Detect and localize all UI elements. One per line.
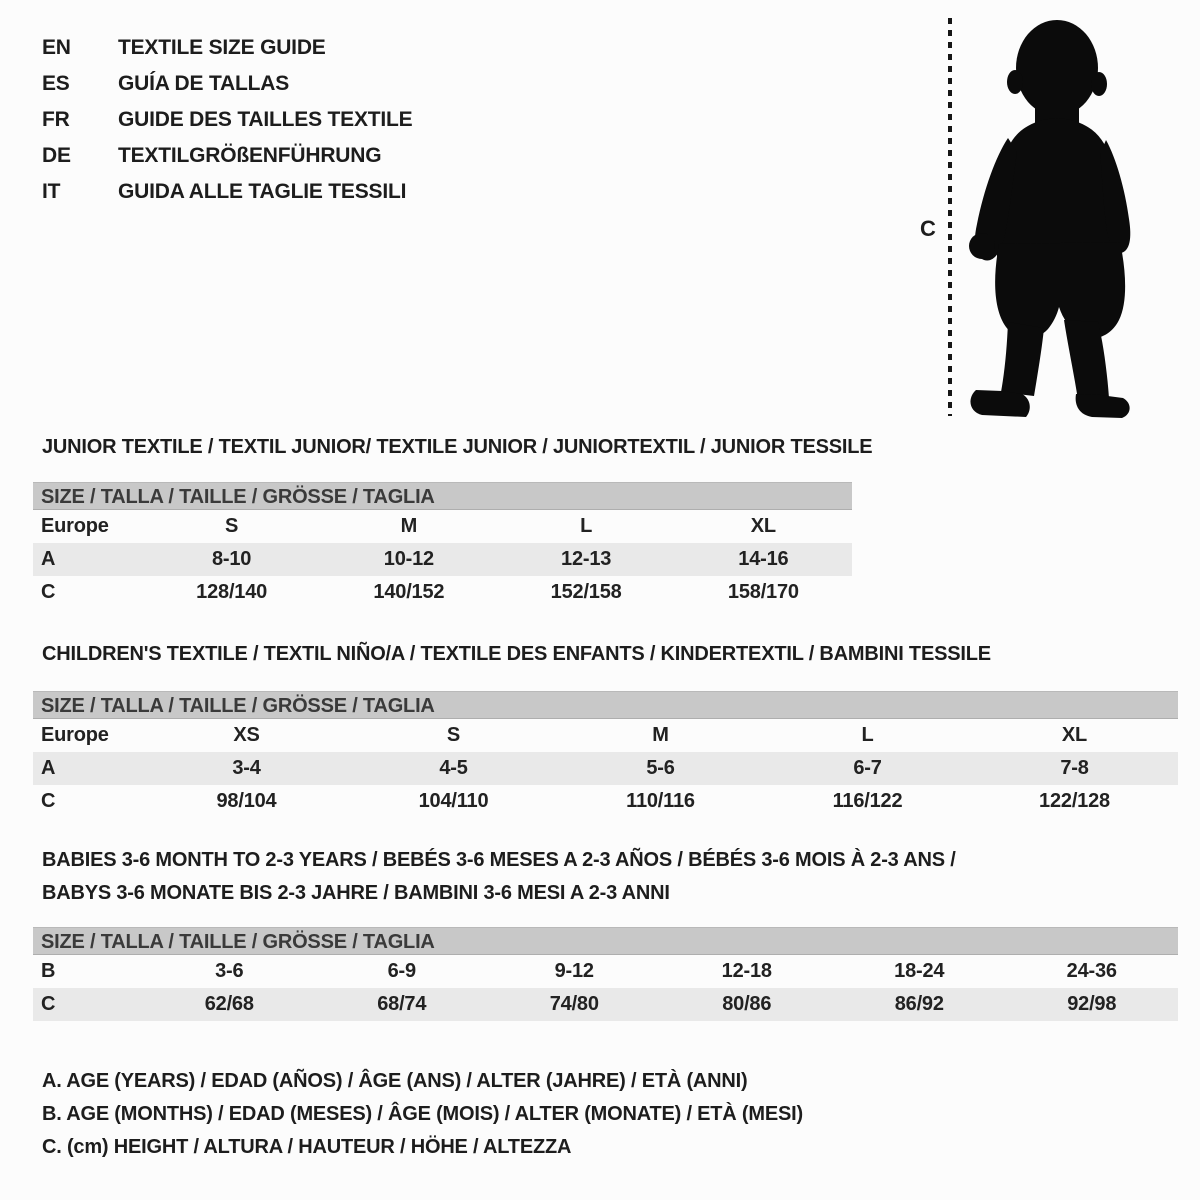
height-cell: 110/116 (626, 790, 695, 812)
toddler-silhouette-icon (962, 14, 1152, 424)
children-table-grid (33, 719, 1178, 818)
age-cell: 3-4 (143, 752, 350, 785)
table-row-age (33, 543, 852, 576)
months-cell: 24-36 (1066, 960, 1117, 982)
height-cell: 122/128 (1039, 790, 1110, 812)
height-cell: 128/140 (196, 581, 268, 603)
height-cell: 140/152 (373, 581, 445, 603)
junior-section-title: JUNIOR TEXTILE / TEXTIL JUNIOR/ TEXTILE JUNIOR / JUNIORTEXTIL / JUNIOR TESSILE (42, 436, 873, 458)
size-header-bar: SIZE / TALLA / TAILLE / GRÖSSE / TAGLIA (33, 691, 1178, 719)
table-row-age (33, 752, 1178, 785)
size-header-bar: SIZE / TALLA / TAILLE / GRÖSSE / TAGLIA (33, 482, 852, 510)
size-cell: M (652, 724, 669, 746)
language-row (42, 66, 412, 102)
table-row-europe (33, 510, 852, 543)
size-header-bar: SIZE / TALLA / TAILLE / GRÖSSE / TAGLIA (33, 927, 1178, 955)
table-row-height (33, 576, 852, 609)
height-cell: 68/74 (316, 988, 489, 1021)
table-row-height (33, 988, 1178, 1021)
language-row (42, 174, 412, 210)
size-cell: XS (233, 724, 260, 746)
language-code: ES (42, 72, 70, 95)
height-dashed-line (948, 18, 952, 416)
row-label: Europe (41, 724, 109, 746)
language-code: FR (42, 108, 70, 131)
children-section-title: CHILDREN'S TEXTILE / TEXTIL NIÑO/A / TEXTILE DES ENFANTS / KINDERTEXTIL / BAMBINI TESSILE (42, 643, 991, 665)
language-header (42, 30, 412, 210)
age-cell: 6-7 (764, 752, 971, 785)
height-cell: 86/92 (833, 988, 1006, 1021)
footnote-height: C. (cm) HEIGHT / ALTURA / HAUTEUR / HÖHE / ALTEZZA (42, 1136, 572, 1158)
page-title: GUIDE DES TAILLES TEXTILE (118, 108, 413, 131)
row-label: Europe (41, 515, 109, 537)
row-label: C (41, 790, 56, 812)
language-code: IT (42, 180, 61, 203)
babies-section-title-line2: BABYS 3-6 MONATE BIS 2-3 JAHRE / BAMBINI 3-6 MESI A 2-3 ANNI (42, 882, 670, 904)
age-cell: 14-16 (675, 543, 852, 576)
row-label: A (33, 752, 143, 785)
language-row (42, 30, 412, 66)
size-cell: L (861, 724, 874, 746)
months-cell: 18-24 (894, 960, 945, 982)
size-cell: S (446, 724, 461, 746)
age-cell: 7-8 (971, 752, 1178, 785)
height-cell: 74/80 (488, 988, 661, 1021)
size-cell: M (400, 515, 418, 537)
age-cell: 8-10 (143, 543, 320, 576)
page-title: TEXTILGRÖßENFÜHRUNG (118, 144, 382, 167)
row-label: C (33, 988, 143, 1021)
height-cell: 92/98 (1006, 988, 1179, 1021)
age-cell: 4-5 (350, 752, 557, 785)
table-row-height (33, 785, 1178, 818)
row-label: B (41, 960, 56, 982)
babies-table-grid (33, 955, 1178, 1021)
table-row-months (33, 955, 1178, 988)
language-code: DE (42, 144, 71, 167)
months-cell: 9-12 (554, 960, 594, 982)
height-cell: 152/158 (550, 581, 622, 603)
footnote-age-months: B. AGE (MONTHS) / EDAD (MESES) / ÂGE (MOIS) / ALTER (MONATE) / ETÀ (MESI) (42, 1103, 803, 1125)
height-cell: 98/104 (216, 790, 277, 812)
height-cell: 116/122 (832, 790, 903, 812)
size-cell: L (580, 515, 593, 537)
children-size-table (33, 691, 1178, 818)
height-cell: 62/68 (143, 988, 316, 1021)
months-cell: 3-6 (215, 960, 244, 982)
junior-table-grid (33, 510, 852, 609)
age-cell: 12-13 (498, 543, 675, 576)
row-label: A (33, 543, 143, 576)
age-cell: 5-6 (557, 752, 764, 785)
page-title: GUIDA ALLE TAGLIE TESSILI (118, 180, 407, 203)
height-measure-label: C (920, 216, 936, 241)
size-cell: XL (750, 515, 776, 537)
language-code: EN (42, 36, 71, 59)
page-title: TEXTILE SIZE GUIDE (118, 36, 326, 59)
size-cell: S (225, 515, 239, 537)
months-cell: 12-18 (721, 960, 772, 982)
height-cell: 104/110 (418, 790, 489, 812)
footnote-age-years: A. AGE (YEARS) / EDAD (AÑOS) / ÂGE (ANS) / ALTER (JAHRE) / ETÀ (ANNI) (42, 1070, 748, 1092)
babies-section-title-line1: BABIES 3-6 MONTH TO 2-3 YEARS / BEBÉS 3-6 MESES A 2-3 AÑOS / BÉBÉS 3-6 MOIS À 2-3 ANS / (42, 849, 956, 871)
months-cell: 6-9 (387, 960, 416, 982)
language-row (42, 138, 412, 174)
row-label: C (41, 581, 56, 603)
babies-size-table (33, 927, 1178, 1021)
page-title: GUÍA DE TALLAS (118, 72, 290, 95)
size-cell: XL (1061, 724, 1088, 746)
height-cell: 80/86 (661, 988, 834, 1021)
height-cell: 158/170 (727, 581, 799, 603)
language-row (42, 102, 412, 138)
age-cell: 10-12 (320, 543, 497, 576)
table-row-europe (33, 719, 1178, 752)
junior-size-table (33, 482, 852, 609)
